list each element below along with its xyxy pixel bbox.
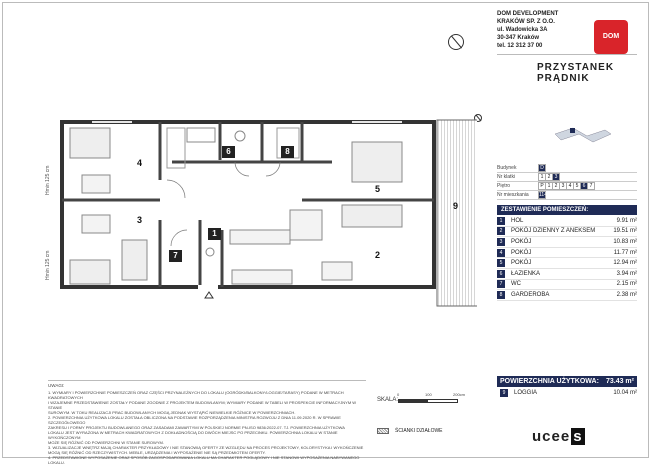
location-cell: 2 xyxy=(552,182,560,190)
room-number: 1 xyxy=(497,217,505,225)
note-line: SUROWYM. W TOKU REALIZACJI PRAC BUDOWLANYCH MOGĄ JEDNAK WYSTĄPIĆ NIEWIELKIE RÓŻNICE W POWIERZCHNIACH. xyxy=(48,410,296,415)
loggia-area xyxy=(437,120,477,306)
room-row xyxy=(497,227,637,238)
note-line: MOGĄ SIĘ RÓŻNIĆ OD RZECZYWISTYCH. MEBLE, URZĄDZENIA I WYPOSAŻENIE NIE SĄ PRZEDMIOTEM OFERTY. xyxy=(48,450,266,455)
loggia-area: 10.04 m² xyxy=(613,390,637,396)
note-line: 4. PRZEDSTAWIONE WYPOSAŻENIE ORAZ SPOSÓB ZAGOSPODAROWANIA LOKALU MA CHARAKTER POGLĄDOWY I NIE STANOWI WYPOSAŻENIA NABYWANEGO LOKALU. xyxy=(48,455,360,465)
company-city: 30-347 Kraków xyxy=(497,35,540,41)
room-row xyxy=(497,237,637,248)
location-cell: 1 xyxy=(538,173,546,181)
bed xyxy=(352,142,402,182)
legend-label: ŚCIANKI DZIAŁOWE xyxy=(395,428,443,434)
location-row xyxy=(497,191,637,200)
location-row xyxy=(497,182,637,191)
location-cell: 2 xyxy=(545,173,553,181)
loggia-number: 9 xyxy=(500,389,508,397)
room-number: 8 xyxy=(497,291,505,299)
room-area: 2.15 m² xyxy=(616,281,637,288)
bathtub xyxy=(187,128,215,142)
location-cell: 1 xyxy=(545,182,553,190)
note-line: MOŻE SIĘ RÓŻNIĆ OD POWIERZCHNI W STANIE SUROWYM. xyxy=(48,440,164,445)
room-name: GARDEROBA xyxy=(511,291,550,298)
location-row-label: Nr klatki xyxy=(497,174,516,180)
room-number: 4 xyxy=(497,249,505,257)
sofa xyxy=(342,205,402,227)
notes-block xyxy=(48,383,366,465)
partition-swatch xyxy=(377,428,389,434)
location-row-label: Piętro xyxy=(497,183,511,189)
project-logo-line1: PRZYSTANEK xyxy=(537,62,615,73)
location-cell: 4 xyxy=(566,182,574,190)
room-label-5: 5 xyxy=(375,184,381,194)
room-area: 11.77 m² xyxy=(613,249,637,256)
dining-table xyxy=(290,210,322,240)
scale-tick-0: 0 xyxy=(397,392,400,397)
wardrobe xyxy=(122,240,147,280)
room-name: ŁAZIENKA xyxy=(511,270,541,277)
notes-lines xyxy=(48,390,366,465)
location-cell: 3 xyxy=(552,173,560,181)
room-area: 3.94 m² xyxy=(616,270,637,277)
tv-unit xyxy=(322,262,352,280)
location-cell: 5 xyxy=(573,182,581,190)
ucees-logo-text: ucee xyxy=(532,428,571,445)
apartment-plan xyxy=(22,100,477,310)
room-label-9: 9 xyxy=(453,201,459,211)
door-swing xyxy=(167,180,185,198)
scale-label: SKALA: xyxy=(377,397,399,403)
dom-logo: DOM xyxy=(594,20,628,54)
room-number: 5 xyxy=(497,259,505,267)
room-name: POKÓJ xyxy=(511,260,532,267)
building-outline xyxy=(555,128,611,142)
entrance-gap xyxy=(198,285,218,290)
room-label-8: 8 xyxy=(281,146,294,158)
room-area: 10.83 m² xyxy=(613,238,637,245)
company-street: ul. Wadowicka 3A xyxy=(497,27,548,33)
location-cell: P xyxy=(538,182,546,190)
scale-tick-100: 100 xyxy=(425,392,432,397)
company-phone: tel. 12 312 37 00 xyxy=(497,43,543,49)
plan-drawing xyxy=(22,100,477,310)
room-number: 6 xyxy=(497,270,505,278)
notes-title: UWAGI: xyxy=(48,383,65,388)
room-name: HOL xyxy=(511,217,524,224)
room-row xyxy=(497,269,637,280)
room-name: POKÓJ DZIENNY Z ANEKSEM xyxy=(511,228,596,235)
company-line2: KRAKÓW SP. Z O.O. xyxy=(497,19,555,25)
toilet xyxy=(235,131,245,141)
bed xyxy=(70,128,110,158)
door-swing xyxy=(171,230,187,246)
location-row xyxy=(497,173,637,182)
note-line: I WZAJEMNE PRZEDSTAWIENIE ZOSTAŁY PODANE ZGODNIE Z PROJEKTEM BUDOWLANYM; WYMIARY PODANE W TABELI W PROSPEKCIE INFORMACYJNYM W STANIE xyxy=(48,400,357,410)
location-table xyxy=(497,164,637,200)
project-logo xyxy=(537,62,614,84)
room-area: 2.38 m² xyxy=(616,291,637,298)
kitchen-counter xyxy=(232,270,292,284)
room-label-4: 4 xyxy=(137,158,143,168)
location-cell: 7 xyxy=(587,182,595,190)
room-row xyxy=(497,258,637,269)
building-highlight xyxy=(570,128,575,133)
room-label-2: 2 xyxy=(375,250,381,260)
note-line: 2. POWIERZCHNIA UŻYTKOWA LOKALU ZOSTAŁA OBLICZONA NA PODSTAWIE ROZPORZĄDZENIA MINISTRA ROZWOJU Z DNIA 11.09.2020 R. W SPRAWIE SZCZEGÓŁOWEGO xyxy=(48,415,341,425)
bed xyxy=(70,260,110,284)
room-label-7: 7 xyxy=(169,250,182,262)
room-label-6: 6 xyxy=(222,146,235,158)
room-row xyxy=(497,216,637,227)
note-line: 1. WYMIARY I POWIERZCHNIE POMIESZCZEŃ ORAZ CZĘŚCI PRZYNALEŻNYCH DO LOKALU (OGRÓDKI/BALKONY/LOGGIE/TARASY) PODANE W METRACH KWADRATOWYCH xyxy=(48,390,344,400)
room-area: 19.51 m² xyxy=(613,228,637,235)
total-area-label: POWIERZCHNIA UŻYTKOWA: xyxy=(500,378,599,385)
room-label-3: 3 xyxy=(137,215,143,225)
north-arrow-icon xyxy=(448,34,464,50)
ucees-logo xyxy=(532,428,585,445)
room-name: POKÓJ xyxy=(511,238,532,245)
location-cell: 6 xyxy=(580,182,588,190)
door-swing xyxy=(235,162,249,176)
rooms-header: ZESTAWIENIE POMIESZCZEŃ: xyxy=(497,205,637,215)
scale-bar xyxy=(398,399,458,403)
loggia-name: LOGGIA xyxy=(514,390,538,396)
location-row-label: Budynek xyxy=(497,165,517,171)
location-cell: 3 xyxy=(559,182,567,190)
project-logo-line2: PRĄDNIK xyxy=(537,73,590,84)
height-note: Hmin 125 cm xyxy=(45,250,51,280)
room-label-1: 1 xyxy=(208,228,221,240)
note-line: LOKALU JEST WYRAŻONA W METRACH KWADRATOWYCH Z DOKŁADNOŚCIĄ DO DWÓCH MIEJSC PO PRZECINKU. POWIERZCHNIA LOKALU W STANIE WYKOŃCZONYM xyxy=(48,430,338,440)
room-row xyxy=(497,280,637,291)
location-cell: D xyxy=(538,164,546,172)
rooms-list xyxy=(497,216,637,301)
loggia-row xyxy=(497,388,637,398)
location-row xyxy=(497,164,637,173)
ucees-logo-box: s xyxy=(573,428,583,445)
divider xyxy=(497,54,637,55)
room-row xyxy=(497,248,637,259)
kitchen-counter xyxy=(230,230,290,244)
room-row xyxy=(497,290,637,301)
room-name: WC xyxy=(511,281,521,288)
room-number: 2 xyxy=(497,227,505,235)
legend xyxy=(377,428,443,434)
room-name: POKÓJ xyxy=(511,249,532,256)
height-note: Hmin 125 cm xyxy=(45,165,51,195)
location-cell: 114 xyxy=(539,192,547,198)
desk xyxy=(82,175,110,193)
divider xyxy=(48,380,366,381)
room-area: 9.91 m² xyxy=(616,217,637,224)
company-name: DOM DEVELOPMENT xyxy=(497,11,559,17)
building-key-plan xyxy=(553,108,613,158)
room-area: 12.94 m² xyxy=(613,260,637,267)
room-number: 7 xyxy=(497,280,505,288)
door-swing xyxy=(266,162,280,176)
scale-tick-200: 200cm xyxy=(453,392,466,397)
toilet xyxy=(206,248,214,256)
total-area xyxy=(497,376,637,387)
note-line: ZAKRESU I FORMY PROJEKTU BUDOWLANEGO ORAZ ZASADAMI ZAWARTYMI W POLSKIEJ NORMIE PN-ISO 9836:2022-07. TJ. POWIERZCHNIA UŻYTKOWA xyxy=(48,425,345,430)
entrance-arrow-icon xyxy=(205,292,213,298)
note-line: 3. WIZUALIZACJE WNĘTRZ MAJĄ CHARAKTER PRZYKŁADOWY I NIE STANOWIĄ OFERTY ZE WZGLĘDU NA PROCES PROJEKTOWY, KOLORYSTYKA I WYKOŃCZENIE xyxy=(48,445,364,450)
room-number: 3 xyxy=(497,238,505,246)
total-area-value: 73.43 m² xyxy=(605,378,634,385)
location-row-label: Nr mieszkania xyxy=(497,192,529,198)
desk xyxy=(82,215,110,233)
